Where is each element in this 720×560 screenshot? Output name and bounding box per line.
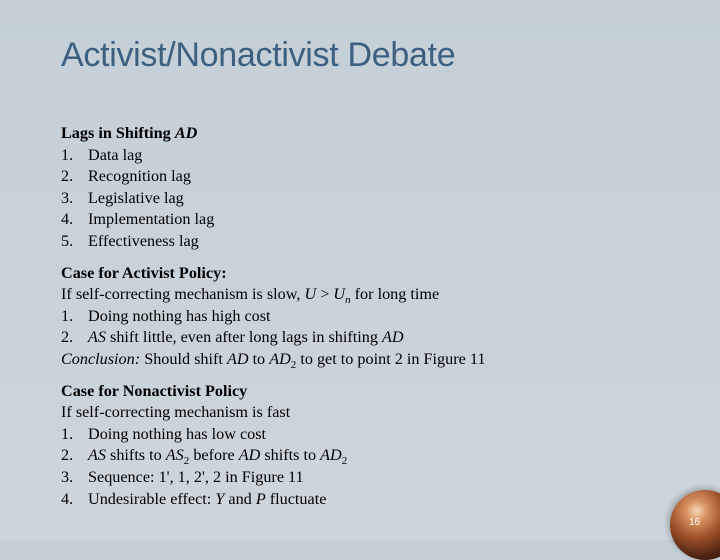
- activist-item: [61, 327, 661, 349]
- var-ad2-subscript: 2: [341, 455, 348, 468]
- activist-heading: Case for Activist Policy:: [61, 263, 227, 282]
- lag-item-number: 5.: [61, 231, 74, 250]
- nonactivist-item-text: Doing nothing has low cost: [88, 424, 267, 443]
- nonactivist-item: [61, 445, 661, 467]
- slide-title: Activist/Nonactivist Debate: [61, 36, 456, 74]
- var-ad2: AD: [269, 349, 291, 368]
- lags-section: [61, 123, 661, 253]
- nonactivist-item-text: Sequence: 1', 1, 2', 2 in Figure 11: [88, 467, 304, 486]
- activist-intro: [61, 284, 661, 306]
- conclusion-rest: to get to point 2 in Figure 11: [296, 349, 486, 368]
- var-ad: AD: [382, 328, 404, 347]
- nonactivist-item-text: shifts to: [260, 446, 321, 465]
- lag-item-number: 2.: [61, 167, 74, 186]
- var-ad: AD: [238, 446, 261, 465]
- nonactivist-item-number: 3.: [61, 467, 74, 486]
- nonactivist-item-text: shifts to: [105, 446, 166, 465]
- nonactivist-item-number: 1.: [61, 424, 74, 443]
- var-as: AS: [88, 328, 106, 347]
- nonactivist-item: [61, 467, 661, 489]
- var-ad2: AD: [320, 446, 342, 465]
- lag-item-text: Legislative lag: [88, 188, 184, 207]
- activist-item: [61, 306, 661, 328]
- conclusion-text: Should shift: [140, 349, 227, 368]
- lag-item-text: Implementation lag: [88, 210, 215, 229]
- nonactivist-item: [61, 489, 661, 511]
- var-as2: AS: [165, 446, 184, 465]
- nonactivist-item-text: Undesirable effect:: [88, 489, 216, 508]
- lags-heading-text: Lags in Shifting: [61, 124, 175, 142]
- activist-section: [61, 263, 661, 371]
- nonactivist-section: [61, 381, 661, 511]
- lag-item: [61, 145, 661, 167]
- lag-item: [61, 231, 661, 253]
- lag-item: [61, 166, 661, 188]
- var-ad2-subscript: 2: [290, 358, 297, 371]
- nonactivist-item-number: 2.: [61, 446, 74, 465]
- lag-item-text: Effectiveness lag: [88, 231, 199, 250]
- lag-item: [61, 209, 661, 231]
- var-y: Y: [215, 489, 225, 508]
- activist-item-number: 1.: [61, 306, 74, 325]
- activist-conclusion: [61, 349, 661, 371]
- var-un: U: [333, 285, 346, 304]
- lag-item-text: Recognition lag: [88, 167, 191, 186]
- var-u: U: [304, 285, 317, 304]
- lags-heading: [61, 123, 661, 145]
- lag-item-number: 3.: [61, 188, 74, 207]
- lag-item-text: Data lag: [88, 145, 143, 164]
- var-un-subscript: n: [345, 294, 351, 307]
- nonactivist-item-number: 4.: [61, 489, 74, 508]
- nonactivist-item-text: and: [224, 489, 256, 508]
- lag-item: [61, 188, 661, 210]
- activist-intro-rest: for long time: [350, 285, 440, 304]
- var-as2-subscript: 2: [183, 455, 190, 468]
- greater-than: >: [316, 285, 334, 304]
- page-number: 16: [689, 517, 701, 528]
- lag-item-number: 1.: [61, 145, 74, 164]
- activist-item-text: shift little, even after long lags in shifting: [105, 328, 383, 347]
- activist-item-text: Doing nothing has high cost: [88, 306, 271, 325]
- var-as: AS: [88, 446, 106, 465]
- nonactivist-heading: Case for Nonactivist Policy: [61, 381, 248, 400]
- conclusion-label: Conclusion:: [61, 349, 141, 368]
- lags-heading-var: AD: [174, 124, 198, 142]
- nonactivist-item: [61, 424, 661, 446]
- var-p: P: [255, 489, 266, 508]
- conclusion-to: to: [248, 349, 270, 368]
- nonactivist-item-text: fluctuate: [265, 489, 327, 508]
- activist-item-number: 2.: [61, 328, 74, 347]
- nonactivist-intro: If self-correcting mechanism is fast: [61, 403, 291, 422]
- slide-body: [61, 123, 661, 520]
- lag-item-number: 4.: [61, 210, 74, 229]
- nonactivist-item-text: before: [189, 446, 239, 465]
- activist-intro-text: If self-correcting mechanism is slow,: [61, 285, 305, 304]
- var-ad: AD: [226, 349, 249, 368]
